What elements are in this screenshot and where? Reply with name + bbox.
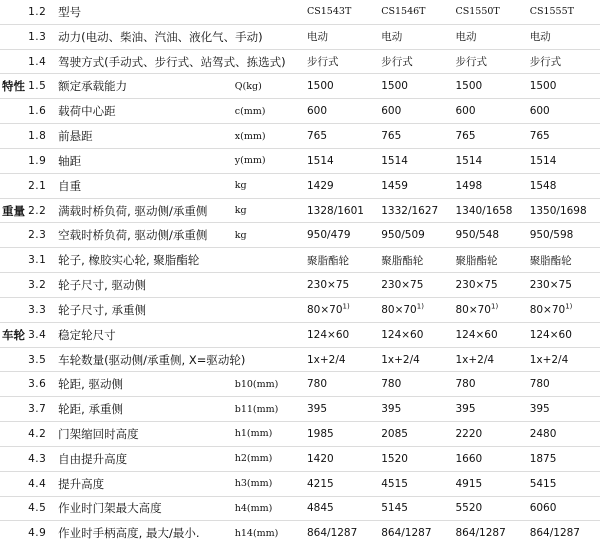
spec-unit: x(mm) — [234, 130, 266, 142]
spec-value: 聚脂酯轮 — [381, 254, 424, 267]
group-label — [0, 273, 28, 298]
spec-value: 600 — [529, 105, 550, 118]
spec-unit: h1(mm) — [234, 428, 273, 440]
spec-value: 1328/1601 — [306, 204, 364, 217]
spec-value: 电动 — [306, 31, 328, 44]
spec-value: 1332/1627 — [381, 204, 439, 217]
spec-unit — [235, 0, 307, 24]
spec-value: CS1546T — [381, 6, 426, 18]
row-number: 1.3 — [28, 30, 47, 43]
spec-row — [0, 248, 600, 273]
spec-value: 1514 — [306, 154, 334, 167]
spec-value: 2480 — [529, 427, 557, 440]
spec-label: 轮距, 驱动侧 — [58, 377, 123, 392]
spec-value: 950/548 — [455, 229, 500, 242]
spec-value: 电动 — [455, 31, 477, 44]
spec-row — [0, 273, 600, 298]
spec-value: 765 — [529, 130, 550, 143]
spec-row — [0, 322, 600, 347]
spec-row — [0, 49, 600, 74]
spec-value: 5145 — [381, 502, 408, 515]
row-number: 3.2 — [28, 279, 47, 292]
spec-value: 4515 — [381, 477, 408, 490]
spec-value: 电动 — [381, 31, 403, 44]
spec-label: 型号 — [58, 4, 82, 19]
spec-unit: kg — [234, 205, 247, 217]
spec-value: CS1555T — [529, 6, 574, 18]
spec-unit — [235, 248, 307, 273]
spec-row — [0, 124, 600, 149]
spec-row — [0, 496, 600, 521]
spec-unit: h2(mm) — [234, 453, 273, 465]
group-label — [0, 0, 28, 24]
spec-label: 轴距 — [58, 153, 82, 168]
row-number: 1.6 — [28, 105, 47, 118]
spec-label: 作业时手柄高度, 最大/最小. — [58, 526, 200, 541]
spec-value: 124×60 — [529, 328, 572, 341]
spec-unit: kg — [234, 229, 247, 241]
spec-value: 1x+2/4 — [529, 353, 569, 366]
spec-value: 864/1287 — [381, 527, 432, 540]
spec-value: 步行式 — [381, 56, 413, 69]
spec-label: 空载时桥负荷, 驱动侧/承重侧 — [58, 228, 208, 243]
group-label — [0, 521, 28, 545]
spec-unit: y(mm) — [234, 155, 266, 167]
spec-unit: h14(mm) — [234, 527, 279, 539]
spec-value: 1350/1698 — [529, 204, 587, 217]
spec-unit: b10(mm) — [234, 378, 279, 390]
spec-label: 额定承载能力 — [58, 79, 128, 94]
spec-value: 聚脂酯轮 — [455, 254, 498, 267]
spec-value: 2085 — [381, 427, 408, 440]
spec-value: 1514 — [455, 154, 483, 167]
spec-label: 提升高度 — [58, 476, 105, 491]
group-label — [0, 248, 28, 273]
spec-value: 864/1287 — [529, 527, 580, 540]
spec-value: 395 — [455, 403, 476, 416]
spec-row — [0, 521, 600, 545]
spec-row — [0, 173, 600, 198]
spec-value: 395 — [306, 403, 328, 416]
spec-value: 聚脂酯轮 — [306, 254, 349, 267]
row-number: 1.4 — [28, 55, 47, 68]
spec-value: 780 — [529, 378, 550, 391]
spec-value: 765 — [381, 130, 402, 143]
spec-value: 1429 — [306, 179, 334, 192]
group-label: 车轮 — [2, 327, 25, 342]
group-label — [0, 347, 28, 372]
spec-row — [0, 397, 600, 422]
spec-value: 4845 — [306, 502, 334, 515]
spec-value: 230×75 — [306, 279, 350, 292]
spec-value: 600 — [306, 105, 328, 118]
spec-row — [0, 347, 600, 372]
spec-value: $80\times 70^{1)}$ — [306, 302, 350, 316]
spec-label: 轮子尺寸, 承重侧 — [58, 302, 146, 317]
group-label — [0, 99, 28, 124]
spec-value: 1500 — [381, 80, 408, 93]
spec-label: 自重 — [58, 178, 82, 193]
spec-unit — [235, 297, 307, 322]
spec-value: 230×75 — [381, 279, 424, 292]
spec-value: 5520 — [455, 502, 483, 515]
row-number: 4.3 — [28, 452, 47, 465]
spec-value: 1498 — [455, 179, 483, 192]
spec-label: 门架缩回时高度 — [58, 426, 139, 441]
spec-value: 1548 — [529, 179, 557, 192]
row-number: 2.1 — [28, 179, 47, 192]
spec-value: 1985 — [306, 427, 334, 440]
spec-value: 5415 — [529, 477, 557, 490]
footnote-marker: 1) — [342, 302, 350, 311]
row-number: 3.1 — [28, 254, 47, 267]
spec-row — [0, 74, 600, 99]
spec-label: 自由提升高度 — [58, 451, 128, 466]
group-label — [0, 297, 28, 322]
spec-value: 395 — [529, 403, 550, 416]
spec-label: 驾驶方式(手动式、步行式、站驾式、拣选式) — [58, 54, 286, 69]
group-label — [0, 422, 28, 447]
spec-value: 1660 — [455, 452, 483, 465]
row-number: 2.2 — [28, 204, 47, 217]
spec-value: 765 — [306, 130, 328, 143]
spec-value: 950/479 — [306, 229, 351, 242]
spec-value: 600 — [381, 105, 402, 118]
spec-unit: b11(mm) — [234, 403, 279, 415]
group-label — [0, 446, 28, 471]
spec-value: 1514 — [381, 154, 408, 167]
row-number: 4.4 — [28, 477, 47, 490]
spec-value: $80\times 70^{1)}$ — [381, 302, 424, 316]
spec-value: $80\times 70^{1)}$ — [529, 302, 573, 316]
spec-value: 395 — [381, 403, 402, 416]
group-label — [0, 223, 28, 248]
spec-value: 1x+2/4 — [306, 353, 346, 366]
spec-value: 1514 — [529, 154, 557, 167]
group-label — [0, 148, 28, 173]
footnote-marker: 1) — [416, 302, 424, 311]
spec-value: 780 — [381, 378, 402, 391]
row-number: 1.9 — [28, 154, 47, 167]
spec-value: 1x+2/4 — [381, 353, 420, 366]
spec-value: 1875 — [529, 452, 557, 465]
spec-row — [0, 198, 600, 223]
spec-value: CS1543T — [306, 6, 352, 18]
spec-value: 4915 — [455, 477, 483, 490]
footnote-marker: 1) — [490, 302, 499, 311]
spec-value: 1x+2/4 — [455, 353, 495, 366]
row-number: 4.9 — [28, 527, 47, 540]
spec-value: 950/598 — [529, 229, 574, 242]
spec-row — [0, 297, 600, 322]
spec-value: 1520 — [381, 452, 408, 465]
spec-value: 1340/1658 — [455, 204, 513, 217]
spec-label: 动力(电动、柴油、汽油、液化气、手动) — [58, 29, 263, 44]
spec-unit: h3(mm) — [234, 478, 273, 490]
row-number: 4.2 — [28, 427, 47, 440]
spec-row — [0, 223, 600, 248]
spec-value: 230×75 — [529, 279, 572, 292]
spec-value: 124×60 — [306, 328, 350, 341]
row-number: 1.8 — [28, 130, 47, 143]
spec-value: $80\times 70^{1)}$ — [455, 302, 499, 316]
spec-value: 1420 — [306, 452, 334, 465]
spec-value: 1459 — [381, 179, 408, 192]
spec-value: 230×75 — [455, 279, 498, 292]
row-number: 4.5 — [28, 502, 47, 515]
row-number: 1.2 — [28, 5, 47, 18]
spec-value: 780 — [455, 378, 476, 391]
spec-value: 步行式 — [455, 56, 487, 69]
spec-value: 124×60 — [455, 328, 498, 341]
spec-value: CS1550T — [455, 6, 500, 18]
group-label: 特性 — [2, 79, 25, 94]
spec-row — [0, 471, 600, 496]
row-number: 3.7 — [28, 403, 47, 416]
spec-unit: c(mm) — [234, 105, 266, 117]
row-number: 1.5 — [28, 80, 47, 93]
spec-label: 前悬距 — [58, 129, 93, 144]
spec-value: 864/1287 — [455, 527, 506, 540]
spec-row — [0, 372, 600, 397]
spec-value: 124×60 — [381, 328, 424, 341]
spec-label: 轮距, 承重侧 — [58, 402, 123, 417]
row-number: 3.4 — [28, 328, 47, 341]
spec-value: 1500 — [306, 80, 334, 93]
spec-value: 聚脂酯轮 — [529, 254, 572, 267]
spec-value: 2220 — [455, 427, 483, 440]
spec-row — [0, 446, 600, 471]
group-label — [0, 471, 28, 496]
spec-value: 4215 — [306, 477, 334, 490]
spec-row — [0, 99, 600, 124]
spec-value: 864/1287 — [306, 527, 358, 540]
spec-label: 车轮数量(驱动侧/承重侧, X=驱动轮) — [58, 352, 246, 367]
group-label — [0, 173, 28, 198]
row-number: 3.6 — [28, 378, 47, 391]
spec-label: 稳定轮尺寸 — [58, 327, 116, 342]
spec-row — [0, 422, 600, 447]
spec-label: 载荷中心距 — [58, 104, 116, 119]
group-label — [0, 49, 28, 74]
row-number: 3.5 — [28, 353, 47, 366]
spec-value: 电动 — [529, 31, 551, 44]
spec-value: 765 — [455, 130, 476, 143]
group-label — [0, 124, 28, 149]
spec-unit: kg — [234, 180, 247, 192]
group-label — [0, 24, 28, 49]
spec-label: 轮子, 橡胶实心轮, 聚脂酯轮 — [58, 253, 200, 268]
spec-value: 6060 — [529, 502, 557, 515]
spec-value: 600 — [455, 105, 476, 118]
spec-unit: h4(mm) — [234, 502, 273, 514]
spec-value: 780 — [306, 378, 328, 391]
spec-row — [0, 24, 600, 49]
spec-label: 作业时门架最大高度 — [58, 501, 162, 516]
group-label — [0, 397, 28, 422]
spec-unit — [235, 273, 307, 298]
spec-unit — [235, 322, 307, 347]
spec-value: 950/509 — [381, 229, 425, 242]
row-number: 2.3 — [28, 229, 47, 242]
spec-unit: Q(kg) — [234, 80, 262, 92]
spec-label: 满载时桥负荷, 驱动侧/承重侧 — [58, 203, 208, 218]
spec-value: 步行式 — [529, 56, 562, 69]
spec-unit — [235, 347, 307, 372]
group-label — [0, 496, 28, 521]
spec-value: 1500 — [455, 80, 483, 93]
spec-value: 1500 — [529, 80, 557, 93]
spec-row — [0, 148, 600, 173]
row-number: 3.3 — [28, 303, 47, 316]
spec-value: 步行式 — [306, 56, 339, 69]
group-label: 重量 — [2, 203, 25, 218]
spec-row — [0, 0, 600, 24]
group-label — [0, 372, 28, 397]
footnote-marker: 1) — [565, 302, 573, 311]
spec-label: 轮子尺寸, 驱动侧 — [58, 278, 146, 293]
